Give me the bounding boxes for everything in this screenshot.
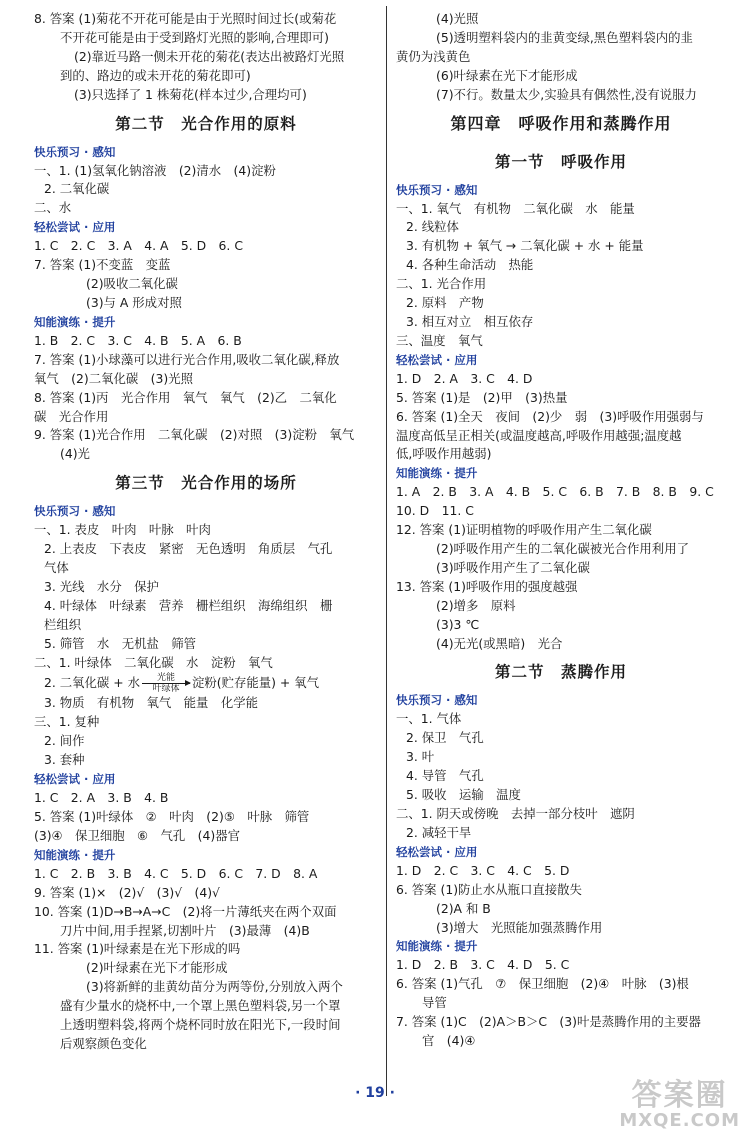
answer-line: (7)不行。数量太少,实验具有偶然性,没有说服力 [436,86,697,102]
answer-line: 栏组织 [44,616,82,632]
answer-line: 11. 答案 (1)叶绿素是在光下形成的吗 [34,941,241,957]
answer-line: 1. D 2. C 3. C 4. C 5. D [396,862,570,878]
answer-line: 二、1. 光合作用 [396,276,487,292]
section-title: 第二节 光合作用的原料 [115,113,297,133]
answer-line: 2. 保卫 气孔 [406,730,484,746]
answer-line: (3)④ 保卫细胞 ⑥ 气孔 (4)器官 [34,827,241,843]
subsection-label: 轻松尝试 · 应用 [34,772,116,787]
answer-line: 黄仍为浅黄色 [396,48,471,64]
answer-line: 二、1. 叶绿体 二氧化碳 水 淀粉 氧气 [34,654,273,670]
answer-line: 碳 光合作用 [34,408,109,424]
answer-line: 1. C 2. C 3. A 4. A 5. D 6. C [34,238,243,254]
answer-line: 官 (4)④ [422,1033,476,1049]
answer-line: 2. 原料 产物 [406,295,484,311]
subsection-label: 快乐预习 · 感知 [34,144,116,159]
answer-line: 3. 有机物 + 氧气 → 二氧化碳 + 水 + 能量 [406,238,644,254]
answer-line: 二、水 [34,200,72,216]
answer-line: 12. 答案 (1)证明植物的呼吸作用产生二氧化碳 [396,522,652,538]
section-title: 第一节 呼吸作用 [494,151,627,171]
answer-line: 7. 答案 (1)小球藻可以进行光合作用,吸收二氧化碳,释放 [34,351,340,367]
answer-line: 一、1. 气体 [396,711,462,727]
answer-line: 盛有少量水的烧杯中,一个罩上黑色塑料袋,另一个罩 [60,998,341,1014]
subsection-label: 快乐预习 · 感知 [34,504,116,519]
answer-line: (4)光照 [436,11,479,26]
answer-line: 气体 [44,560,69,576]
answer-line: (2)呼吸作用产生的二氧化碳被光合作用利用了 [436,541,689,557]
answer-line: 一、1. (1)氢氧化钠溶液 (2)清水 (4)淀粉 [34,162,276,178]
answer-line: 4. 叶绿体 叶绿素 营养 栅栏组织 海绵组织 栅 [44,597,333,613]
watermark-logo [619,1080,740,1130]
page-number: · 19 · [355,1085,395,1101]
answer-line: (6)叶绿素在光下才能形成 [436,67,578,83]
answer-line: 3. 叶 [406,749,435,765]
answer-line: 1. D 2. A 3. C 4. D [396,370,533,386]
photosynthesis-formula [34,672,378,694]
answer-line: 2. 上表皮 下表皮 紧密 无色透明 角质层 气孔 [44,541,333,557]
answer-line: 5. 答案 (1)是 (2)甲 (3)热量 [396,389,568,405]
formula-products: 淀粉(贮存能量) + 氧气 [191,675,320,691]
answer-line: 8. 答案 (1)丙 光合作用 氧气 氧气 (2)乙 二氧化 [34,389,337,405]
answer-line: (5)透明塑料袋内的韭黄变绿,黑色塑料袋内的韭 [436,29,693,45]
answer-line: (3)呼吸作用产生了二氧化碳 [436,559,590,575]
answer-line: 三、温度 氧气 [396,332,483,348]
watermark-text: 答案圈 [631,1078,728,1113]
answer-line: 一、1. 氧气 有机物 二氧化碳 水 能量 [396,200,635,216]
answer-line: (4)无光(或黑暗) 光合 [436,635,563,651]
answer-line: 1. D 2. B 3. C 4. D 5. C [396,957,570,973]
answer-line: 6. 答案 (1)防止水从瓶口直接散失 [396,881,582,897]
subsection-label: 轻松尝试 · 应用 [396,844,478,859]
answer-line: 4. 各种生命活动 热能 [406,257,534,273]
right-column [396,10,726,1051]
column-divider [386,6,387,1096]
arrow-condition-bottom: 叶绿体 [152,684,180,695]
answer-line: (3)只选择了 1 株菊花(样本过少,合理均可) [74,86,307,102]
subsection-label: 知能演练 · 提升 [396,466,478,481]
answer-line: 8. 答案 (1)菊花不开花可能是由于光照时间过长(或菊花 [34,11,337,26]
answer-line: 刀片中间,用手捏紧,切割叶片 (3)最薄 (4)B [60,922,310,938]
answer-line: 9. 答案 (1)× (2)√ (3)√ (4)√ [34,884,220,900]
answer-line: 上透明塑料袋,将两个烧杯同时放在阳光下,一段时间 [60,1017,341,1033]
answer-line: 低,呼吸作用越弱) [396,446,492,462]
answer-line: 10. 答案 (1)D→B→A→C (2)将一片薄纸夹在两个双面 [34,903,337,919]
subsection-label: 知能演练 · 提升 [396,939,478,954]
answer-line: 3. 相互对立 相互依存 [406,313,534,329]
section-title: 第二节 蒸腾作用 [494,662,627,682]
answer-line: 到的、路边的或未开花的菊花即可) [60,67,251,83]
answer-line: (3)将新鲜的韭黄幼苗分为两等份,分别放入两个 [86,979,343,995]
arrow-condition-top: 光能 [156,673,175,684]
answer-line: 一、1. 表皮 叶肉 叶脉 叶肉 [34,522,211,538]
answer-line: 1. A 2. B 3. A 4. B 5. C 6. B 7. B 8. B 9. C [396,484,714,500]
answer-line: 4. 导管 气孔 [406,768,484,784]
answer-line: (3)增大 光照能加强蒸腾作用 [436,919,603,935]
left-column [34,10,378,1054]
arrow-line [142,683,190,684]
subsection-label: 轻松尝试 · 应用 [396,352,478,367]
answer-line: 3. 套种 [44,752,85,768]
answer-line: 2. 二氧化碳 [44,181,110,197]
subsection-label: 轻松尝试 · 应用 [34,220,116,235]
answer-line: (2)靠近马路一侧未开花的菊花(表达出被路灯光照 [74,48,345,64]
answer-line: 二、1. 阴天或傍晚 去掉一部分枝叶 遮阴 [396,806,635,821]
subsection-label: 快乐预习 · 感知 [396,693,478,708]
answer-line: 三、1. 复种 [34,714,100,730]
answer-line: 9. 答案 (1)光合作用 二氧化碳 (2)对照 (3)淀粉 氧气 [34,427,355,443]
answer-line: 5. 答案 (1)叶绿体 ② 叶肉 (2)⑤ 叶脉 筛管 [34,809,310,824]
answer-line: 5. 吸收 运输 温度 [406,787,521,803]
reaction-arrow [142,673,190,694]
formula-reactants: 2. 二氧化碳 + 水 [44,675,140,691]
answer-line: 3. 物质 有机物 氧气 能量 化学能 [44,695,259,711]
answer-line: 6. 答案 (1)全天 夜间 (2)少 弱 (3)呼吸作用强弱与 [396,408,704,424]
answer-line: (2)吸收二氧化碳 [86,276,178,292]
chapter-title: 第四章 呼吸作用和蒸腾作用 [450,113,672,133]
answer-line: 1. B 2. C 3. C 4. B 5. A 6. B [34,332,242,348]
answer-line: 2. 间作 [44,733,85,749]
answer-line: (2)叶绿素在光下才能形成 [86,960,228,976]
answer-line: 不开花可能是由于受到路灯光照的影响,合理即可) [60,29,329,45]
answer-line: 7. 答案 (1)C (2)A＞B＞C (3)叶是蒸腾作用的主要器 [396,1014,701,1030]
answer-line: (3)3 ℃ [436,616,480,632]
answer-line: 导管 [422,995,447,1011]
answer-line: 氧气 (2)二氧化碳 (3)光照 [34,370,194,386]
subsection-label: 知能演练 · 提升 [34,847,116,862]
answer-line: (3)与 A 形成对照 [86,294,182,310]
answer-line: 6. 答案 (1)气孔 ⑦ 保卫细胞 (2)④ 叶脉 (3)根 [396,976,689,992]
answer-line: 13. 答案 (1)呼吸作用的强度越强 [396,578,578,594]
answer-line: 3. 光线 水分 保护 [44,578,159,594]
answer-line: 1. C 2. B 3. B 4. C 5. D 6. C 7. D 8. A [34,865,318,881]
section-title: 第三节 光合作用的场所 [115,473,297,493]
answer-line: 1. C 2. A 3. B 4. B [34,790,169,806]
answer-line: 10. D 11. C [396,503,474,519]
subsection-label: 知能演练 · 提升 [34,314,116,329]
answer-line: 后观察颜色变化 [60,1035,147,1051]
answer-line: (4)光 [60,446,90,462]
subsection-label: 快乐预习 · 感知 [396,182,478,197]
answer-line: (2)A 和 B [436,900,491,916]
answer-line: 5. 筛管 水 无机盐 筛管 [44,635,197,651]
watermark-url: MXQE.COM [619,1110,740,1131]
answer-line: 2. 线粒体 [406,219,459,235]
answer-line: 7. 答案 (1)不变蓝 变蓝 [34,257,171,273]
answer-line: (2)增多 原料 [436,597,516,613]
answer-line: 2. 减轻干旱 [406,824,472,840]
answer-line: 温度高低呈正相关(或温度越高,呼吸作用越强;温度越 [396,427,682,443]
